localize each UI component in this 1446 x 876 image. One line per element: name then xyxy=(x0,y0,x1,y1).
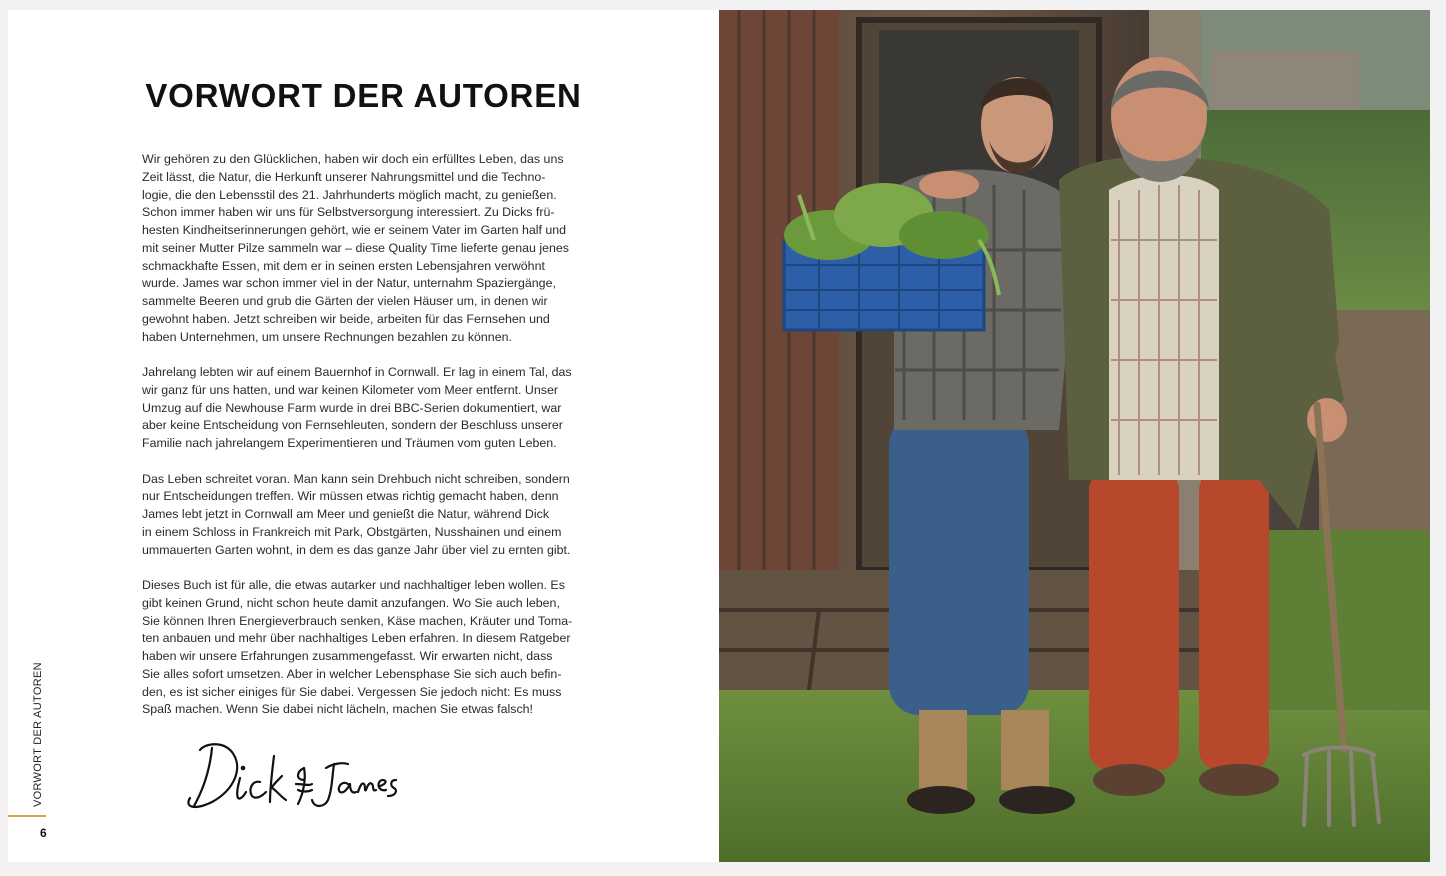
text-line: Das Leben schreitet voran. Man kann sein Drehbuch nicht schreiben, sondern xyxy=(142,471,570,486)
text-line: Spaß machen. Wenn Sie dabei nicht lächeln, machen Sie etwas falsch! xyxy=(142,702,533,717)
text-line: haben wir unsere Erfahrungen zusammengefasst. Wir erwarten nicht, dass xyxy=(142,649,553,663)
text-line: haben Unternehmen, um unsere Rechnungen bezahlen zu können. xyxy=(142,329,512,344)
text-line: ummauerten Garten wohnt, in dem es das ganze Jahr über viel zu ernten gibt. xyxy=(142,542,571,557)
text-line: in einem Schloss in Frankreich mit Park, Obstgärten, Nusshainen und einem xyxy=(142,524,562,539)
signature-icon xyxy=(182,728,402,823)
text-line: Zeit lässt, die Natur, die Herkunft unserer Nahrungsmittel und die Techno- xyxy=(142,169,546,184)
photo-two-men-in-garden-icon xyxy=(719,10,1430,862)
text-line: wir ganz für uns hatten, und war keinen Kilometer vom Meer entfernt. Unser xyxy=(142,382,558,397)
text-line: mit seiner Mutter Pilze sammeln war – diese Quality Time lieferte genau jenes xyxy=(142,240,569,255)
text-line: Umzug auf die Newhouse Farm wurde in drei BBC-Serien dokumentiert, war xyxy=(142,400,562,415)
text-line: Schon immer haben wir uns für Selbstversorgung interessiert. Zu Dicks frü- xyxy=(142,205,555,220)
page-number: 6 xyxy=(40,826,47,840)
photo xyxy=(719,10,1430,862)
text-line: schmackhafte Essen, mit dem er in seinen ersten Lebensjahren verwöhnt xyxy=(142,258,545,273)
text-line: den, es ist sicher einiges für Sie dabei. Vergessen Sie jedoch nicht: Es muss xyxy=(142,684,562,699)
text-line: hesten Kindheitserinnerungen gehört, wie er seinem Vater im Garten half und xyxy=(142,223,567,237)
paragraph-3 xyxy=(142,471,598,560)
paragraph-2 xyxy=(142,364,598,453)
accent-rule xyxy=(8,815,46,817)
left-page xyxy=(8,10,719,862)
text-line: Jahrelang lebten wir auf einem Bauernhof in Cornwall. Er lag in einem Tal, das xyxy=(142,365,572,379)
text-line: Sie können Ihren Energieverbrauch senken, Käse machen, Kräuter und Toma- xyxy=(142,613,573,628)
text-line: aber keine Entscheidung von Fernsehleuten, sondern der Beschluss unserer xyxy=(142,418,563,433)
text-line: wurde. James war schon immer viel in der Natur, unternahm Spaziergänge, xyxy=(142,276,556,291)
body-text xyxy=(142,151,598,737)
text-line: Sie alles sofort umsetzen. Aber in welcher Lebensphase Sie sich auch befin- xyxy=(142,666,562,681)
text-line: logie, die den Lebensstil des 21. Jahrhunderts möglich macht, zu genießen. xyxy=(142,187,557,202)
text-line: gewohnt haben. Jetzt schreiben wir beide, arbeiten für das Fernsehen und xyxy=(142,311,550,326)
running-head: VORWORT DER AUTOREN xyxy=(32,662,44,807)
text-line: James lebt jetzt in Cornwall am Meer und genießt die Natur, während Dick xyxy=(142,507,550,521)
signature xyxy=(182,728,402,823)
paragraph-1 xyxy=(142,151,598,346)
page-title: VORWORT DER AUTOREN xyxy=(145,77,582,114)
text-line: Wir gehören zu den Glücklichen, haben wir doch ein erfülltes Leben, das uns xyxy=(142,152,564,166)
text-line: ten anbauen und mehr über nachhaltiges Leben erfahren. In diesem Ratgeber xyxy=(142,631,571,646)
text-line: Familie nach jahrelangem Experimentieren und Träumen vom guten Leben. xyxy=(142,436,557,450)
paragraph-4 xyxy=(142,577,598,719)
text-line: Dieses Buch ist für alle, die etwas autarker und nachhaltiger leben wollen. Es xyxy=(142,578,565,592)
book-spread xyxy=(8,10,1430,862)
text-line: nur Entscheidungen treffen. Wir müssen etwas richtig gemacht haben, denn xyxy=(142,489,559,504)
text-line: sammelte Beeren und grub die Gärten der vielen Häuser um, in denen wir xyxy=(142,294,548,308)
text-line: gibt keinen Grund, nicht schon heute damit anzufangen. Wo Sie auch leben, xyxy=(142,595,560,610)
